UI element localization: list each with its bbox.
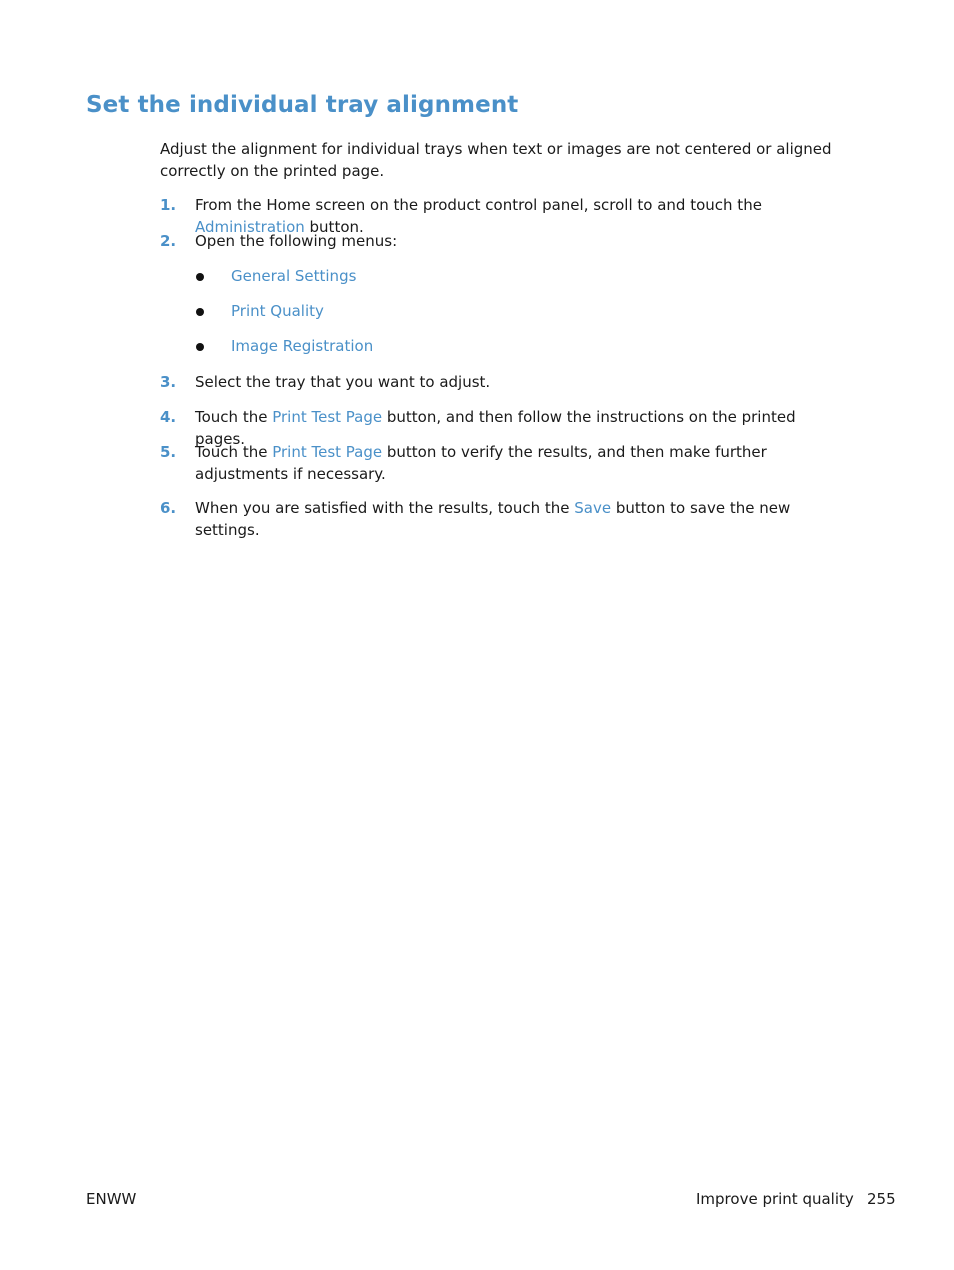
step-text: Open the following menus: bbox=[195, 232, 398, 250]
step-text bbox=[195, 498, 835, 541]
footer-doc-code: ENWW bbox=[86, 1190, 137, 1208]
step-text-pre: From the Home screen on the product control panel, scroll to and touch the bbox=[195, 196, 762, 214]
image-registration-link[interactable]: Image Registration bbox=[231, 337, 374, 355]
print-quality-link[interactable]: Print Quality bbox=[231, 302, 324, 320]
print-test-page-link[interactable]: Print Test Page bbox=[272, 443, 383, 461]
step-number: 3. bbox=[160, 373, 177, 391]
bullet-icon bbox=[196, 343, 204, 351]
step-number: 1. bbox=[160, 196, 177, 214]
step-number: 5. bbox=[160, 443, 177, 461]
bullet-icon bbox=[196, 308, 204, 316]
step-text bbox=[195, 442, 835, 485]
step-text-pre: Touch the bbox=[195, 408, 273, 426]
save-link[interactable]: Save bbox=[574, 499, 612, 517]
step-text-post: button to verify the results, and then make further adjustments if necessary. bbox=[195, 443, 767, 483]
bullet-icon bbox=[196, 273, 204, 281]
page-title: Set the individual tray alignment bbox=[86, 92, 519, 118]
step-text-post: button to save the new settings. bbox=[195, 499, 791, 539]
administration-link[interactable]: Administration bbox=[195, 217, 305, 236]
step-number: 2. bbox=[160, 232, 177, 250]
intro-paragraph: Adjust the alignment for individual trays when text or images are not centered or aligned correctly on the printed page. bbox=[160, 140, 832, 180]
step-text-pre: When you are satisfied with the results, touch the bbox=[195, 499, 575, 517]
general-settings-link[interactable]: General Settings bbox=[231, 267, 357, 285]
step-number: 6. bbox=[160, 499, 177, 517]
page-number: 255 bbox=[867, 1190, 896, 1208]
step-text-post: button, and then follow the instructions on the printed pages. bbox=[195, 408, 796, 448]
step-text-pre: Touch the bbox=[195, 443, 273, 461]
step-number: 4. bbox=[160, 408, 177, 426]
step-text-post: button. bbox=[304, 217, 364, 236]
print-test-page-link[interactable]: Print Test Page bbox=[272, 408, 383, 426]
footer-section-title: Improve print quality bbox=[696, 1190, 854, 1208]
step-text: Select the tray that you want to adjust. bbox=[195, 373, 491, 391]
